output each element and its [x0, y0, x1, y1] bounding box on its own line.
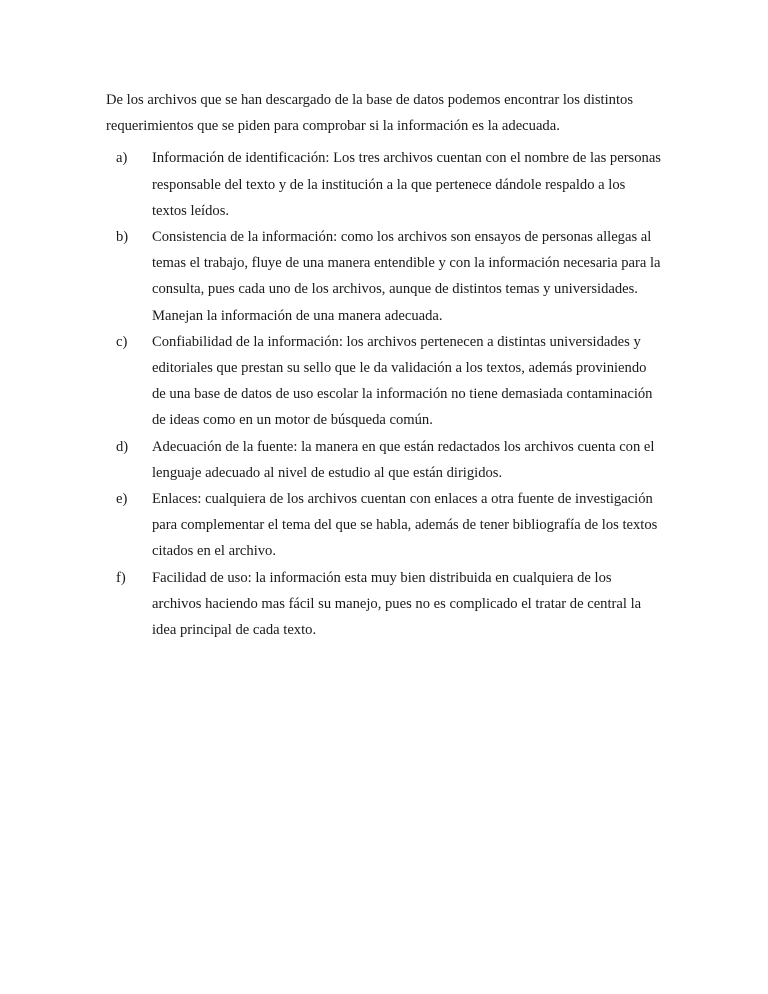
list-item-a	[106, 145, 662, 224]
list-marker: a)	[116, 150, 128, 167]
list-marker: d)	[116, 438, 129, 455]
intro-paragraph: De los archivos que se han descargado de la base de datos podemos encontrar los distintos requerimientos que se piden para comprobar si la información es la adecuada.	[106, 92, 633, 135]
list-item-e	[106, 486, 662, 565]
list-marker: b)	[116, 229, 129, 246]
list-marker: f)	[116, 569, 126, 586]
list-item-text: Información de identificación: Los tres archivos cuentan con el nombre de las personas responsable del texto y de la institución a la que pertenece dándole respaldo a los textos leídos.	[152, 150, 661, 219]
list-item-b	[106, 224, 662, 329]
list-item-f	[106, 565, 662, 644]
requirements-list	[106, 145, 662, 643]
list-marker: e)	[116, 491, 128, 508]
list-item-text: Adecuación de la fuente: la manera en que están redactados los archivos cuenta con el lenguaje adecuado al nivel de estudio al que están dirigidos.	[152, 438, 655, 481]
document-body	[106, 87, 662, 643]
list-marker: c)	[116, 333, 128, 350]
list-item-c	[106, 329, 662, 434]
list-item-text: Confiabilidad de la información: los archivos pertenecen a distintas universidades y editoriales que prestan su sello que le da validación a los textos, además proviniendo de una base de datos de uso escolar la información no tiene demasiada contaminación de ideas como en un motor de búsqueda común.	[152, 333, 653, 429]
list-item-text: Consistencia de la información: como los archivos son ensayos de personas allegas al temas el trabajo, fluye de una manera entendible y con la información necesaria para la consulta, pues cada uno de los archivos, aunque de distintos temas y universidades. Manejan la información de una manera adecuada.	[152, 229, 661, 324]
list-item-d	[106, 434, 662, 486]
list-item-text: Facilidad de uso: la información esta muy bien distribuida en cualquiera de los archivos haciendo mas fácil su manejo, pues no es complicado el tratar de central la idea principal de cada texto.	[152, 569, 642, 639]
list-item-text: Enlaces: cualquiera de los archivos cuentan con enlaces a otra fuente de investigación para complementar el tema del que se habla, además de tener bibliografía de los textos citados en el archivo.	[152, 491, 658, 560]
